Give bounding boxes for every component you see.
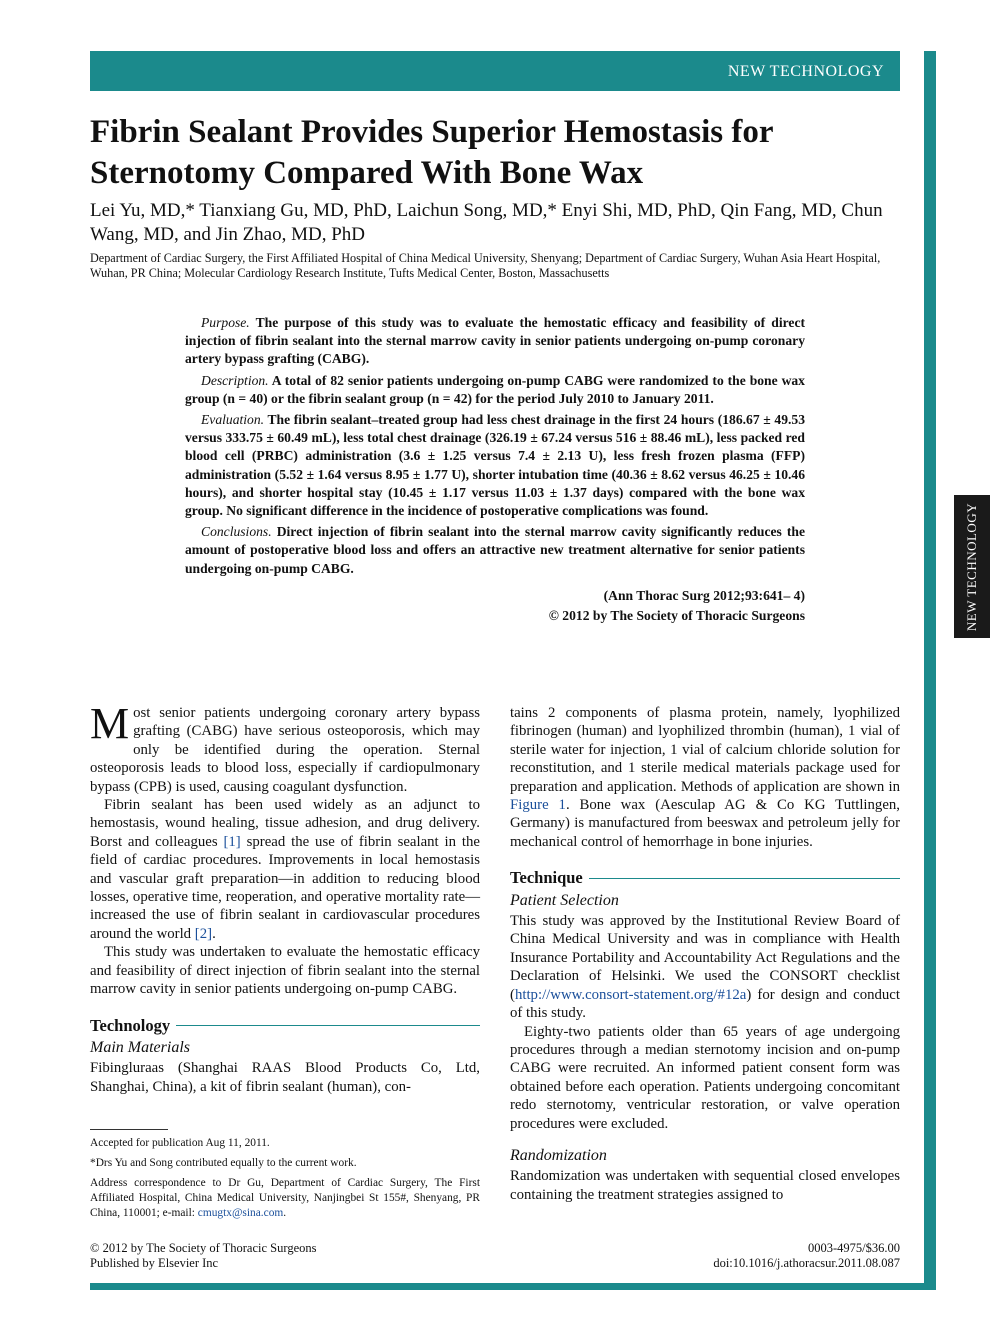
footer-doi: doi:10.1016/j.athoracsur.2011.08.087 <box>713 1256 900 1270</box>
footnote-rule <box>90 1129 168 1130</box>
section-technology-title: Technology <box>90 1015 171 1035</box>
footer-left <box>90 1241 316 1271</box>
purpose-text: The purpose of this study was to evaluate the hemostatic efficacy and feasibility of direct injection of fibrin sealant into the sternal marrow cavity in senior patients undergoing on-pump coronary artery bypass grafting (CABG). <box>185 315 806 367</box>
subsection-patient-selection: Patient Selection <box>510 891 619 909</box>
selection-paragraph-2: Eighty-two patients older than 65 years of age undergoing procedures through a median sternotomy incision and on-pump CABG were recruited. An informed patient consent form was obtained before each operation. Patients undergoing concomitant redo sternotomy, ventricular restoration, or valve operation procedures were excluded. <box>510 1023 900 1132</box>
intro-paragraph-1 <box>90 699 480 796</box>
footer-copyright: © 2012 by The Society of Thoracic Surgeons <box>90 1241 317 1255</box>
intro-paragraph-3: This study was undertaken to evaluate the hemostatic efficacy and feasibility of direct injection of fibrin sealant into the sternal marrow cavity in senior patients undergoing on-pump CABG. <box>90 944 480 998</box>
correspondence-end: . <box>283 1207 287 1219</box>
email-link[interactable]: cmugtx@sina.com <box>197 1207 284 1219</box>
evaluation-text: The fibrin sealant–treated group had less chest drainage in the first 24 hours (186.67 ± 49.53 versus 333.75 ± 60.49 mL), less total chest drainage (326.19 ± 67.24 versus 516 ± 88.46 mL), less packed red blood cell (PRBC) administration (3.6 ± 1.25 versus 7.4 ± 2.13 U), less fresh frozen plasma (FFP) administration (5.52 ± 1.64 versus 8.95 ± 1.77 U), shorter intubation time (40.36 ± 8.62 versus 46.25 ± 10.46 hours), and shorter hospital stay (10.45 ± 1.17 versus 11.03 ± 1.37 days) compared with the bone wax group. No significant difference in the incidence of postoperative complications was found. <box>185 412 805 519</box>
intro-text-2b: spread the use of fibrin sealant in the field of cardiac procedures. Improvements in local hemostasis and vascular graft preparation—in addition to reducing blood losses, operative time, reoperation, and operative mortality rate—increased the use of fibrin sealant in cardiovascular procedures around the world <box>90 833 480 942</box>
materials-text-a: tains 2 components of plasma protein, namely, lyophilized fibrinogen (human) and lyophilized thrombin (human), 1 vial of sterile water for injection, 1 vial of calcium chloride solution for reconstitution, and 1 sterile medical materials package used for preparation and application. Methods of application are shown in <box>510 705 900 795</box>
section-technique <box>510 869 900 887</box>
selection-text-b: ) for design and conduct of this study. <box>510 986 900 1022</box>
correspondence-text: Address correspondence to Dr Gu, Department of Cardiac Surgery, The First Affiliated Hospital, China Medical University, Nanjingbei St 155#, Shenyang, PR China, 110001; e-mail: <box>90 1177 480 1219</box>
side-tab-label: NEW TECHNOLOGY <box>964 502 979 631</box>
section-rule <box>589 878 900 879</box>
materials-text-b: . Bone wax (Aesculap AG & Co KG Tuttlingen, Germany) is manufactured from beeswax and petroleum jelly for mechanical control of hemorrhage in bone injuries. <box>510 797 900 850</box>
footer-publisher: Published by Elsevier Inc <box>90 1256 219 1270</box>
materials-continued <box>510 704 900 851</box>
intro-text-1: ost senior patients undergoing coronary artery bypass grafting (CABG) have serious osteoporosis, which may only be identified during the operation. Sternal osteoporosis leads to blood loss, especially if cardiopulmonary bypass (CPB) is used, causing coagulant dysfunction. <box>90 705 480 795</box>
abstract-evaluation <box>185 411 805 520</box>
intro-paragraph-2 <box>90 796 480 943</box>
consort-url-link[interactable]: http://www.consort-statement.org/#12a <box>514 986 747 1003</box>
abstract-description <box>185 372 805 408</box>
selection-paragraph-1 <box>510 912 900 1022</box>
footnote-accepted: Accepted for publication Aug 11, 2011. <box>90 1137 270 1149</box>
abstract-copyright: © 2012 by The Society of Thoracic Surgeons <box>548 607 805 623</box>
reference-link-1[interactable]: [1] <box>223 833 241 850</box>
abstract-conclusions <box>185 523 805 578</box>
intro-text-2a: Fibrin sealant has been used widely as an adjunct to hemostasis, wound healing, tissue adhesion, and drug delivery. Borst and colleagues <box>90 797 480 850</box>
right-margin-rule <box>924 51 936 1290</box>
abstract <box>185 314 805 626</box>
footer-right <box>713 1241 900 1271</box>
author-list: Lei Yu, MD,* Tianxiang Gu, MD, PhD, Laichun Song, MD,* Enyi Shi, MD, PhD, Qin Fang, MD, Chun Wang, MD, and Jin Zhao, MD, PhD <box>90 200 883 245</box>
affiliations: Department of Cardiac Surgery, the First Affiliated Hospital of China Medical University, Shenyang; Department of Cardiac Surgery, Wuhan Asia Heart Hospital, Wuhan, PR China; Molecular Cardiology Research Institute, Tufts Medical Center, Boston, Massachusetts <box>90 251 881 280</box>
abstract-purpose <box>185 314 805 369</box>
right-column <box>510 704 900 1204</box>
section-rule <box>176 1025 480 1026</box>
subsection-randomization: Randomization <box>510 1146 607 1164</box>
bottom-rule <box>90 1283 936 1290</box>
randomization-paragraph: Randomization was undertaken with sequential closed envelopes containing the treatment strategies assigned to <box>510 1168 900 1203</box>
subsection-main-materials: Main Materials <box>90 1038 190 1056</box>
footnotes <box>90 1129 480 1226</box>
footnote-correspondence <box>90 1176 480 1221</box>
materials-paragraph: Fibingluraas (Shanghai RAAS Blood Products Co, Ltd, Shanghai, China), a kit of fibrin sealant (human), con- <box>90 1060 480 1095</box>
description-text: A total of 82 senior patients undergoing on-pump CABG were randomized to the bone wax group (n = 40) or the fibrin sealant group (n = 42) for the period July 2010 to January 2011. <box>185 372 805 406</box>
selection-text-a: This study was approved by the Institutional Review Board of China Medical University and was in compliance with Health Insurance Portability and Accountability Act Regulations and the Declaration of Helsinki. We used the CONSORT checklist ( <box>510 913 900 1003</box>
evaluation-label: Evaluation. <box>201 412 265 428</box>
section-label: NEW TECHNOLOGY <box>727 63 884 80</box>
article-title: Fibrin Sealant Provides Superior Hemostasis for Sternotomy Compared With Bone Wax <box>90 114 773 191</box>
description-label: Description. <box>201 372 269 388</box>
intro-text-2c: . <box>212 925 216 942</box>
conclusions-text: Direct injection of fibrin sealant into the sternal marrow cavity significantly reduces the amount of postoperative blood loss and offers an attractive new treatment alternative for senior patients undergoing on-pump CABG. <box>185 524 805 576</box>
footer-price: 0003-4975/$36.00 <box>807 1241 900 1255</box>
conclusions-label: Conclusions. <box>201 524 272 540</box>
section-technology <box>90 1017 480 1035</box>
purpose-label: Purpose. <box>201 315 250 330</box>
left-column <box>90 699 480 1096</box>
reference-link-2[interactable]: [2] <box>194 925 213 942</box>
journal-citation: (Ann Thorac Surg 2012;93:641– 4) <box>603 587 805 603</box>
section-header-bar <box>90 51 900 91</box>
side-section-tab <box>954 495 990 638</box>
drop-cap: M <box>90 699 130 748</box>
figure-1-link[interactable]: Figure 1 <box>510 797 566 814</box>
footnote-equal-contribution: *Drs Yu and Song contributed equally to the current work. <box>90 1157 357 1169</box>
citation-block <box>185 586 805 626</box>
section-technique-title: Technique <box>510 868 583 888</box>
